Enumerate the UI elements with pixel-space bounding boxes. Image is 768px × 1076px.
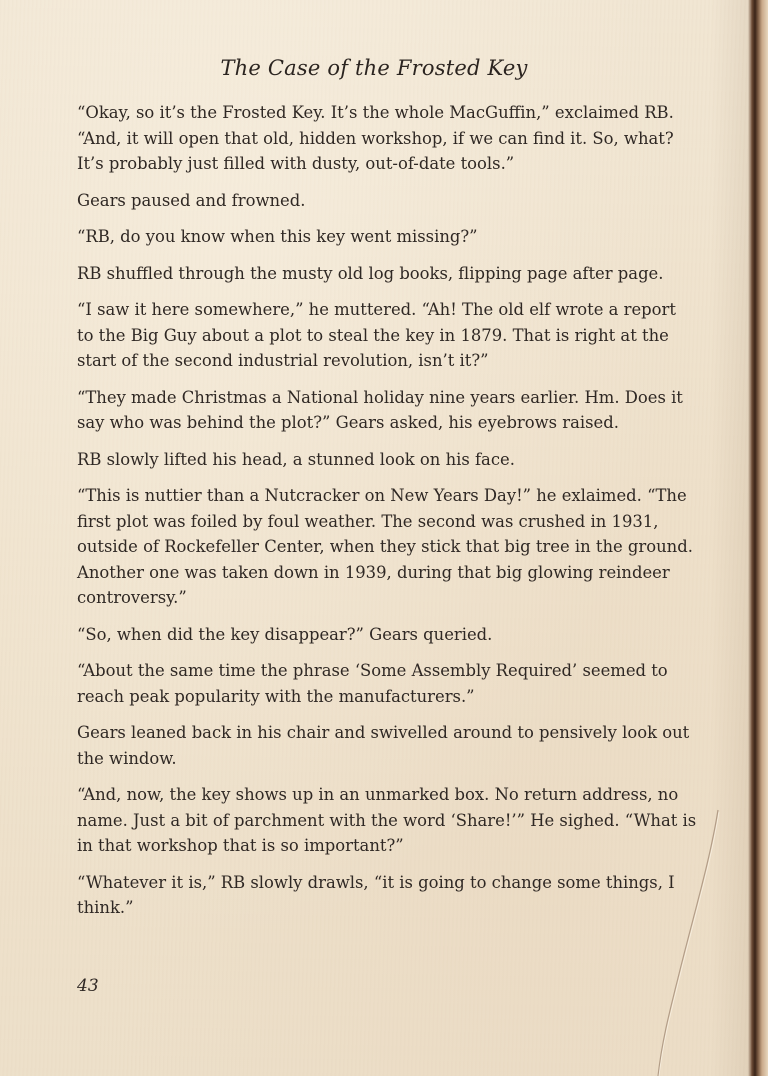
paragraph: “About the same time the phrase ‘Some Assembly Required’ seemed to reach peak popularity with the manufacturers.” [77,661,668,706]
story-text [77,100,697,932]
paragraph: Gears paused and frowned. [77,190,306,210]
paragraph: “I saw it here somewhere,” he muttered. “Ah! The old elf wrote a report to the Big Guy about a plot to steal the key in 1879. That is right at the start of the second industrial revolution, isn’t it?” [77,300,676,370]
page-number: 43 [77,976,99,996]
paragraph: “They made Christmas a National holiday nine years earlier. Hm. Does it say who was behind the plot?” Gears asked, his eyebrows raised. [77,387,683,432]
paragraph: “So, when did the key disappear?” Gears queried. [77,624,493,644]
paragraph: RB slowly lifted his head, a stunned look on his face. [77,449,515,469]
running-header: The Case of the Frosted Key [220,56,528,80]
paragraph: Gears leaned back in his chair and swivelled around to pensively look out the window. [77,723,690,768]
book-spine-edge [748,0,768,1076]
paragraph: “This is nuttier than a Nutcracker on New Years Day!” he exlaimed. “The first plot was foiled by foul weather. The second was crushed in 1931, outside of Rockefeller Center, when they stick that big tree in the ground. Another one was taken down in 1939, during that big glowing reindeer controversy.” [77,486,693,607]
spine-shadow [710,0,750,1076]
paragraph: “RB, do you know when this key went missing?” [77,227,478,246]
paragraph: “Whatever it is,” RB slowly drawls, “it is going to change some things, I think.” [77,872,675,917]
paragraph: RB shuffled through the musty old log books, flipping page after page. [77,263,664,283]
paragraph: “And, now, the key shows up in an unmarked box. No return address, no name. Just a bit of parchment with the word ‘Share!’” He sighed. “What is in that workshop that is so important?” [77,785,697,855]
paragraph: “Okay, so it’s the Frosted Key. It’s the whole MacGuffin,” exclaimed RB. “And, it will open that old, hidden workshop, if we can find it. So, what? It’s probably just filled with dusty, out-of-date tools.” [77,103,674,173]
